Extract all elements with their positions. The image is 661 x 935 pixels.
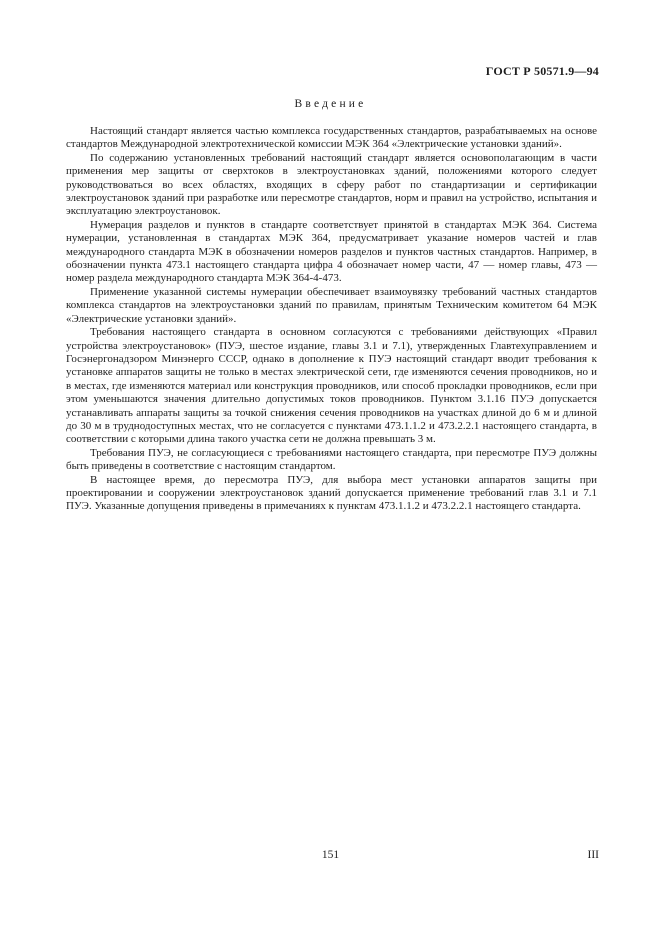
- paragraph: Требования ПУЭ, не согласующиеся с требованиями настоящего стандарта, при пересмотре ПУЭ должны быть приведены в соответствие с настоящим стандартом.: [66, 446, 597, 473]
- paragraph: Нумерация разделов и пунктов в стандарте соответствует принятой в стандартах МЭК 364. Система нумерации, установленная в стандартах МЭК 364, предусматривает указание номеров частей и глав международного стандарта МЭК в обозначении номеров разделов и пунктов частных стандартов. Например, в обозначении пункта 473.1 настоящего стандарта цифра 4 обозначает номер части, 47 — номер главы, 473 — номер раздела международного стандарта МЭК 364-4-473.: [66, 218, 597, 285]
- paragraph: Применение указанной системы нумерации обеспечивает взаимоувязку требований частных стандартов комплекса стандартов на электроустановки зданий по правилам, принятым Техническим комитетом 64 МЭК «Электрические установки зданий».: [66, 285, 597, 325]
- paragraph: Настоящий стандарт является частью комплекса государственных стандартов, разрабатываемых на основе стандартов Международной электротехнической комиссии МЭК 364 «Электрические установки зданий».: [66, 125, 597, 151]
- body-text: [66, 125, 597, 514]
- paragraph: Требования настоящего стандарта в основном согласуются с требованиями действующих «Правил устройства электроустановок» (ПУЭ, шестое издание, главы 3.1 и 7.1), утвержденных Главтехуправлением и Госэнергонадзором Минэнерго СССР, однако в дополнение к ПУЭ настоящий стандарт вводит требования к установке аппаратов защиты не только в местах электрической сети, где изменяются сечения проводников, но и в местах, где изменяются материал или конструкция проводников, или способ прокладки проводников, если при этом уменьшаются значения длительно допустимых токов проводников. Пунктом 3.1.16 ПУЭ допускается устанавливать аппараты защиты за точкой снижения сечения проводников на участках длиной до 6 м и длиной до 30 м в труднодоступных местах, что не согласуется с пунктами 473.1.1.2 и 473.2.2.1 настоящего стандарта, в соответствии с которыми длина такого участка сети не должна превышать 3 м.: [66, 326, 597, 446]
- section-title: Введение: [294, 98, 367, 110]
- page-number: 151: [321, 849, 340, 861]
- document-code: ГОСТ Р 50571.9—94: [485, 64, 599, 78]
- roman-page-number: III: [587, 849, 599, 861]
- paragraph: В настоящее время, до пересмотра ПУЭ, для выбора мест установки аппаратов защиты при проектировании и сооружении электроустановок зданий допускается применение требований глав 3.1 и 7.1 ПУЭ. Указанные допущения приведены в примечаниях к пунктам 473.1.1.2 и 473.2.2.1 настоящего стандарта.: [66, 473, 597, 513]
- paragraph: По содержанию установленных требований настоящий стандарт является основополагающим в части применения мер защиты от сверхтоков в электроустановках зданий, положениями которого следует руководствоваться во всех областях, входящих в сферу работ по стандартизации и сертификации электроустановок зданий при разработке или пересмотре стандартов, норм и правил на устройство, испытания и эксплуатацию электроустановок.: [66, 151, 597, 218]
